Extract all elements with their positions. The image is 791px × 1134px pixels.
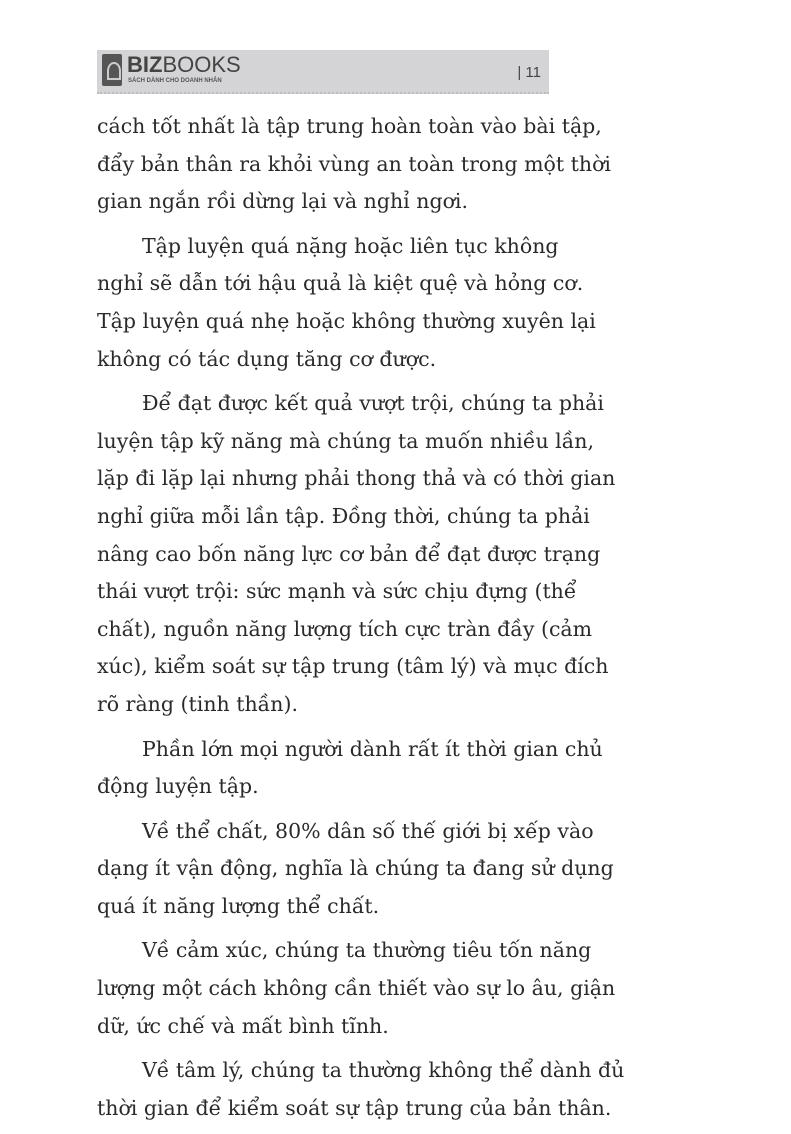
- text-line: động luyện tập.: [97, 774, 259, 799]
- paragraph: [97, 228, 596, 378]
- paragraph: [97, 385, 616, 723]
- text-line: luyện tập kỹ năng mà chúng ta muốn nhiều lần,: [97, 428, 594, 453]
- paragraph: [97, 1052, 625, 1127]
- text-line: lặp đi lặp lại nhưng phải thong thả và có thời gian: [97, 466, 616, 491]
- text-line: Về tâm lý, chúng ta thường không thể dành đủ: [142, 1058, 625, 1083]
- text-line: đẩy bản thân ra khỏi vùng an toàn trong một thời: [97, 151, 611, 176]
- text-line: Về cảm xúc, chúng ta thường tiêu tốn năng: [142, 938, 592, 963]
- brand-tagline: SÁCH DÀNH CHO DOANH NHÂN: [128, 78, 222, 84]
- text-line: Phần lớn mọi người dành rất ít thời gian chủ: [142, 736, 603, 761]
- text-line: xúc), kiểm soát sự tập trung (tâm lý) và mục đích: [97, 654, 609, 679]
- text-line: thời gian để kiểm soát sự tập trung của bản thân.: [97, 1095, 612, 1120]
- text-line: cách tốt nhất là tập trung hoàn toàn vào bài tập,: [97, 114, 602, 138]
- text-line: dữ, ức chế và mất bình tĩnh.: [97, 1013, 389, 1038]
- text-line: rõ ràng (tinh thần).: [97, 691, 298, 716]
- brand-rest: BOOKS: [162, 52, 241, 77]
- text-line: Để đạt được kết quả vượt trội, chúng ta phải: [142, 391, 604, 416]
- text-line: nghỉ giữa mỗi lần tập. Đồng thời, chúng ta phải: [97, 503, 590, 528]
- text-line: nâng cao bốn năng lực cơ bản để đạt được trạng: [97, 541, 601, 566]
- text-line: nghỉ sẽ dẫn tới hậu quả là kiệt quệ và hỏng cơ.: [97, 271, 584, 296]
- paragraph: [97, 932, 616, 1045]
- running-header: [97, 50, 549, 94]
- page-body: [97, 108, 625, 1134]
- paragraph: [97, 813, 614, 926]
- text-line: không có tác dụng tăng cơ được.: [97, 346, 437, 371]
- bizbooks-logo-icon: [102, 54, 122, 86]
- text-line: Tập luyện quá nặng hoặc liên tục không: [142, 233, 559, 258]
- text-line: dạng ít vận động, nghĩa là chúng ta đang sử dụng: [97, 856, 614, 881]
- paragraph: [97, 731, 603, 806]
- text-line: Về thể chất, 80% dân số thế giới bị xếp vào: [142, 818, 594, 843]
- brand-bold: BIZ: [127, 52, 163, 77]
- page-number: | 11: [517, 64, 541, 81]
- text-line: chất), nguồn năng lượng tích cực tràn đầy (cảm: [97, 616, 593, 641]
- text-line: lượng một cách không cần thiết vào sự lo âu, giận: [97, 976, 616, 1001]
- brand-name: [127, 52, 241, 78]
- text-line: gian ngắn rồi dừng lại và nghỉ ngơi.: [97, 189, 468, 214]
- text-line: thái vượt trội: sức mạnh và sức chịu đựng (thể: [97, 579, 577, 604]
- text-line: Tập luyện quá nhẹ hoặc không thường xuyên lại: [97, 308, 596, 333]
- text-line: quá ít năng lượng thể chất.: [97, 893, 380, 918]
- paragraph: [97, 108, 611, 221]
